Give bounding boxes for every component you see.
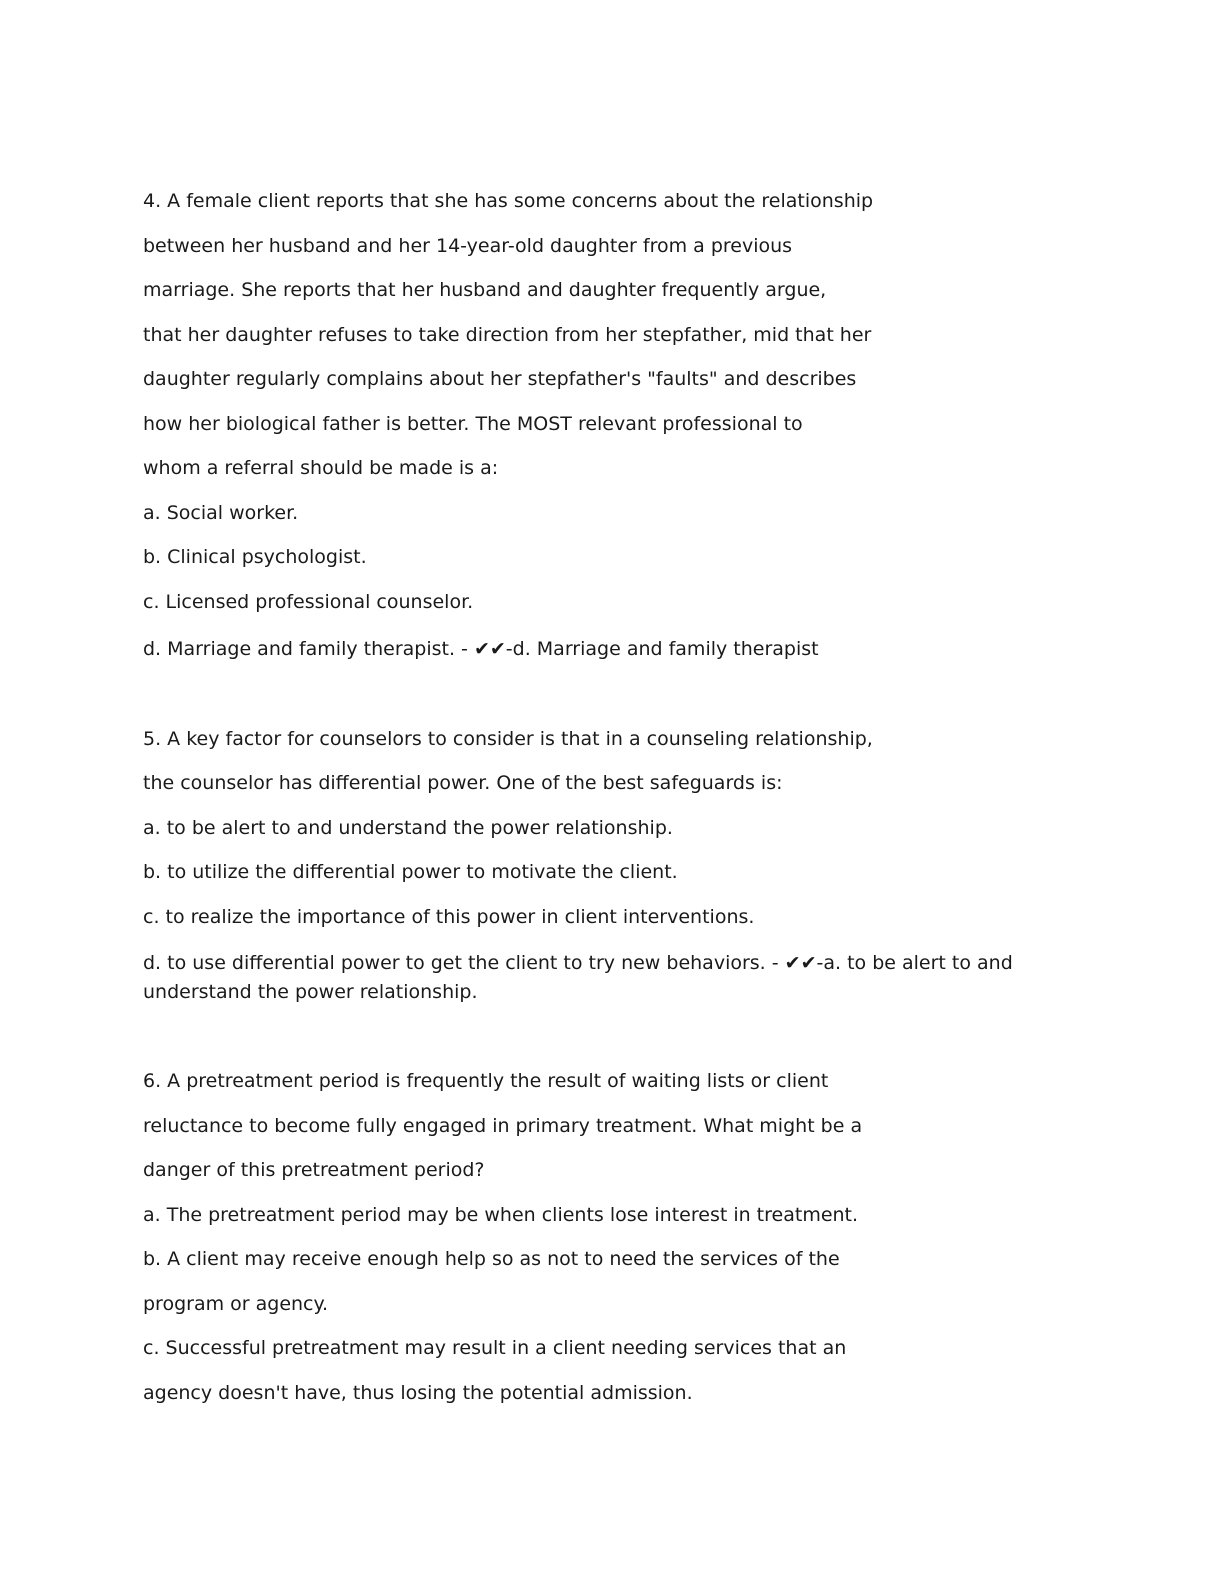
q4-stem-line-3: marriage. She reports that her husband and daughter frequently argue, bbox=[143, 279, 827, 301]
q4-option-c: c. Licensed professional counselor. bbox=[143, 591, 474, 613]
q5-option-b: b. to utilize the differential power to motivate the client. bbox=[143, 861, 678, 883]
q6-option-c-line-1: c. Successful pretreatment may result in a client needing services that an bbox=[143, 1337, 847, 1359]
q4-stem-line-4: that her daughter refuses to take direction from her stepfather, mid that her bbox=[143, 324, 872, 346]
q6-stem-line-3: danger of this pretreatment period? bbox=[143, 1159, 485, 1181]
q6-option-b-line-1: b. A client may receive enough help so as not to need the services of the bbox=[143, 1248, 840, 1270]
q4-stem-line-2: between her husband and her 14-year-old daughter from a previous bbox=[143, 235, 793, 257]
q6-option-a: a. The pretreatment period may be when clients lose interest in treatment. bbox=[143, 1204, 859, 1226]
q5-option-c: c. to realize the importance of this power in client interventions. bbox=[143, 906, 755, 928]
q6-option-c-line-2: agency doesn't have, thus losing the potential admission. bbox=[143, 1382, 693, 1404]
q4-stem-line-5: daughter regularly complains about her stepfather's "faults" and describes bbox=[143, 368, 857, 390]
q6-option-b-line-2: program or agency. bbox=[143, 1293, 329, 1315]
q6-stem-line-1: 6. A pretreatment period is frequently the result of waiting lists or client bbox=[143, 1070, 829, 1092]
q4-option-a: a. Social worker. bbox=[143, 502, 299, 524]
q4-option-d-answer: d. Marriage and family therapist. - ✔✔-d. Marriage and family therapist bbox=[143, 638, 819, 660]
q6-stem-line-2: reluctance to become fully engaged in primary treatment. What might be a bbox=[143, 1115, 863, 1137]
q5-option-a: a. to be alert to and understand the power relationship. bbox=[143, 817, 673, 839]
q5-stem-line-1: 5. A key factor for counselors to consider is that in a counseling relationship, bbox=[143, 728, 873, 750]
q4-stem-line-1: 4. A female client reports that she has some concerns about the relationship bbox=[143, 190, 874, 212]
q4-stem-line-7: whom a referral should be made is a: bbox=[143, 457, 499, 479]
q4-option-b: b. Clinical psychologist. bbox=[143, 546, 367, 568]
q4-stem-line-6: how her biological father is better. The MOST relevant professional to bbox=[143, 413, 803, 435]
q5-stem-line-2: the counselor has differential power. One of the best safeguards is: bbox=[143, 772, 783, 794]
q5-option-d-answer: d. to use differential power to get the client to try new behaviors. - ✔✔-a. to be alert to and understand the power relationship. bbox=[143, 952, 1013, 1003]
